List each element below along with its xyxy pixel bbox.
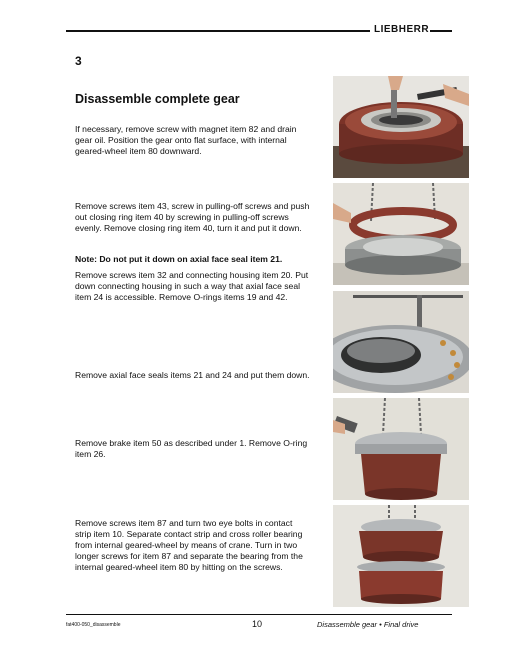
footer-file-name: fat400-050_disassemble <box>66 622 121 628</box>
step-number: 3 <box>75 54 82 68</box>
instruction-paragraph-1: If necessary, remove screw with magnet item 82 and drain gear oil. Position the gear onto flat surface, with internal geared-wheel item 80 downward. <box>75 124 297 156</box>
instruction-paragraph-2: Remove screws item 43, screw in pulling-off screws and push out closing ring item 40 by screwing in pulling-off screws evenly. Remove closing ring item 40, turn it and put it down. <box>75 201 310 233</box>
header-rule-left <box>66 30 370 32</box>
photo-drain-gear <box>333 76 469 178</box>
photo-brake-removal <box>333 398 469 500</box>
section-title: Disassemble complete gear <box>75 92 240 106</box>
instruction-paragraph-3: Remove screws item 32 and connecting housing item 20. Put down connecting housing in such a way that axial face seal item 24 is accessible. Remove O-rings items 19 and 42. <box>75 270 309 302</box>
instruction-paragraph-6: Remove screws item 87 and turn two eye bolts in contact strip item 10. Separate contact strip and cross roller bearing from internal geared-wheel by means of crane. Turn in two longer screws for item 87 and separate the bearing from the internal geared-wheel item 80 by hitting on the screws. <box>75 518 303 572</box>
header-rule-right <box>430 30 452 32</box>
brand-logo: LIEBHERR <box>374 24 430 35</box>
instruction-paragraph-4: Remove axial face seals items 21 and 24 and put them down. <box>75 370 310 380</box>
footer-page-number: 10 <box>252 619 263 629</box>
footer-rule <box>66 614 452 615</box>
photo-closing-ring <box>333 183 469 285</box>
instruction-paragraph-5: Remove brake item 50 as described under 1. Remove O-ring item 26. <box>75 438 308 459</box>
photo-bearing-separation <box>333 505 469 607</box>
photo-connecting-housing <box>333 291 469 393</box>
footer-section-title: Disassemble gear • Final drive <box>317 620 419 629</box>
instruction-note: Note: Do not put it down on axial face seal item 21. <box>75 254 283 264</box>
